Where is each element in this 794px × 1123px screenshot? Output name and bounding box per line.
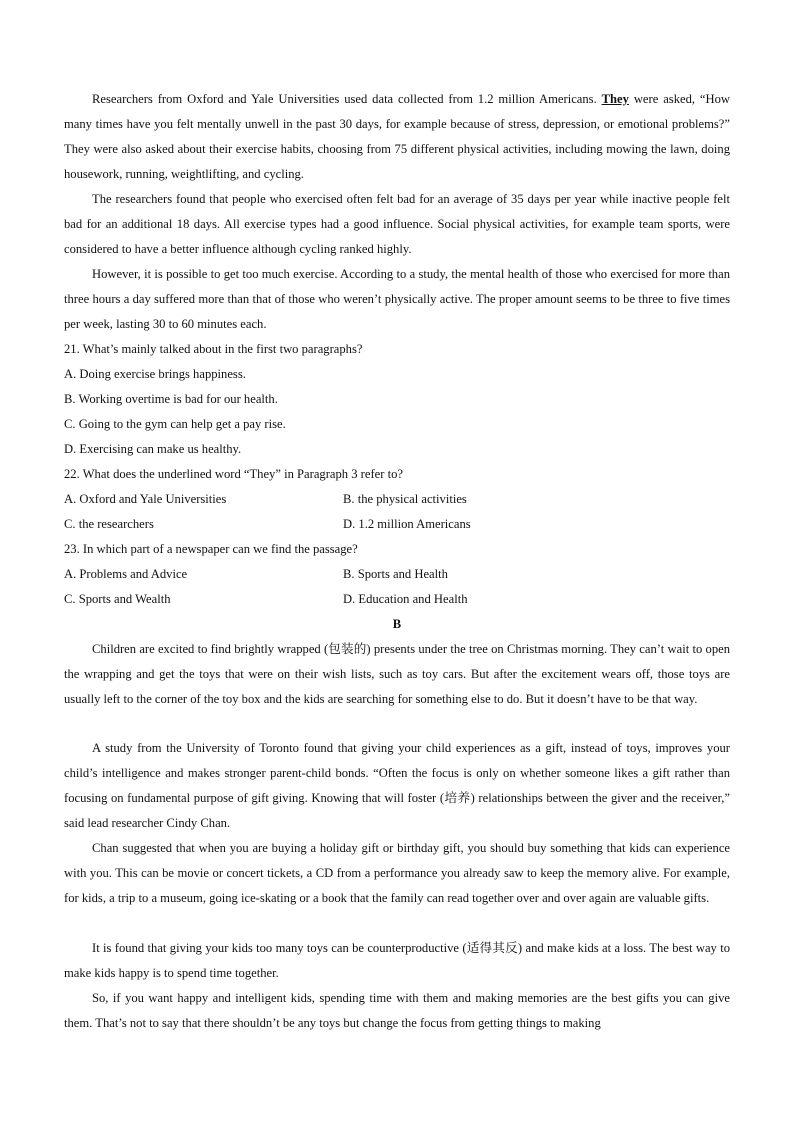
passage-a-paragraph-3: However, it is possible to get too much exercise. According to a study, the mental health of those who exercised for more than three hours a day suffered more than that of those who weren’t physically active. The proper amount seems to be three to five times per week, lasting 30 to 60 minutes each.	[64, 267, 730, 331]
question-21-option-b: B. Working overtime is bad for our health.	[64, 392, 278, 406]
paragraph-text: Researchers from Oxford and Yale Universities used data collected from 1.2 million Americans.	[92, 92, 602, 106]
passage-a-paragraph-1	[64, 87, 730, 187]
passage-a-paragraph-2: The researchers found that people who exercised often felt bad for an average of 35 days per year while inactive people felt bad for an additional 18 days. All exercise types had a good influence. Social physical activities, for example team sports, were considered to have a better influence although cycling ranked highly.	[64, 192, 730, 256]
passage-b-paragraph-4: It is found that giving your kids too many toys can be counterproductive (适得其反) and make kids at a loss. The best way to make kids happy is to spend time together.	[64, 941, 730, 980]
question-23-option-d: D. Education and Health	[343, 592, 468, 606]
question-22-option-a: A. Oxford and Yale Universities	[64, 492, 227, 506]
question-22-option-b: B. the physical activities	[343, 492, 467, 506]
question-21-stem: 21. What’s mainly talked about in the first two paragraphs?	[64, 342, 363, 356]
paragraph-text: were asked, “How many times have you felt mentally unwell in the past 30 days, for example because of stress, depression, or emotional problems?” They were also asked about their exercise habits, choosing from 75 different physical activities, including mowing the lawn, doing housework, running, weightlifting, and cycling.	[64, 92, 731, 181]
question-21-option-d: D. Exercising can make us healthy.	[64, 442, 242, 456]
question-22-option-d: D. 1.2 million Americans	[343, 517, 471, 531]
passage-b-paragraph-2: A study from the University of Toronto found that giving your child experiences as a gift, instead of toys, improves your child’s intelligence and makes stronger parent-child bonds. “Often the focus is only on whether someone likes a gift rather than focusing on fundamental purpose of gift giving. Knowing that will foster (培养) relationships between the giver and the receiver,” said lead researcher Cindy Chan.	[64, 741, 730, 830]
question-23-stem: 23. In which part of a newspaper can we find the passage?	[64, 542, 358, 556]
passage-b-paragraph-5: So, if you want happy and intelligent kids, spending time with them and making memories are the best gifts you can give them. That’s not to say that there shouldn’t be any toys but change the focus from getting things to making	[64, 991, 730, 1030]
question-22-option-c: C. the researchers	[64, 517, 154, 531]
section-b-heading: B	[392, 617, 402, 631]
passage-b-paragraph-3: Chan suggested that when you are buying a holiday gift or birthday gift, you should buy something that kids can experience with you. This can be movie or concert tickets, a CD from a performance you already saw to keep the memory alive. For example, for kids, a trip to a museum, going ice-skating or a book that the family can read together over and over again are valuable gifts.	[64, 841, 730, 905]
question-21-option-c: C. Going to the gym can help get a pay rise.	[64, 417, 286, 431]
question-23-option-a: A. Problems and Advice	[64, 567, 188, 581]
question-23-option-b: B. Sports and Health	[343, 567, 448, 581]
underlined-word-they: They	[601, 92, 629, 106]
question-23-option-c: C. Sports and Wealth	[64, 592, 171, 606]
question-21-option-a: A. Doing exercise brings happiness.	[64, 367, 246, 381]
question-22-stem: 22. What does the underlined word “They” in Paragraph 3 refer to?	[64, 467, 403, 481]
passage-b-paragraph-1: Children are excited to find brightly wrapped (包装的) presents under the tree on Christmas morning. They can’t wait to open the wrapping and get the toys that were on their wish lists, such as toy cars. But after the excitement wears off, those toys are usually left to the corner of the toy box and the kids are searching for something else to do. But it doesn’t have to be that way.	[64, 642, 730, 706]
